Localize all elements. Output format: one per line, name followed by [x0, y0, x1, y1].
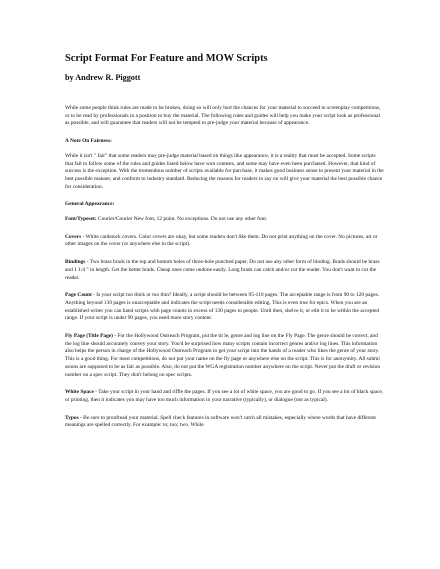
section-page-count: [65, 292, 384, 323]
section-lead: White Space: [65, 389, 94, 396]
section-bindings: [65, 259, 384, 282]
section-text: - Is your script too thick or too thin? Ideally, a script should be between 95-110 pages. The acceptable range is from 90 to 120 pages. Anything beyond 130 pages is unacceptable and indicates the script needs considerable editing. This is even true for epics. When you are an established writer you can hand scripts with page counts in excess of 130 pages to people. Until then, shelve it, or edit it to be within the accepted range. If your script is under 90 pages, you need more story content.: [65, 292, 380, 322]
section-lead: Page Count: [65, 292, 92, 299]
section-typos: [65, 415, 384, 430]
section-lead: Bindings: [65, 259, 86, 266]
document-title: Script Format For Feature and MOW Scripts: [65, 53, 268, 64]
intro-paragraph: While some people think rules are made to be broken, doing so will only hurt the chances for your material to succeed in screenplay competitions, or to be read by professionals in a position to buy the material. The following rules and guides will help you make your script look as professional as possible, and will guarantee that readers will not be tempted to pre-judge your material because of appearance.: [65, 105, 381, 127]
section-lead: Font/Typeset:: [65, 216, 97, 223]
document-author: by Andrew R. Piggott: [65, 73, 141, 82]
section-text: - For the Hollywood Outreach Program, put the tit le, genre and log line on the Fly Page. The genre should be correct, and the log line should accurately convey your story. You'd be surprised how many scripts contain incorrect genres and/or log lines. This information also helps the person in charge of the Hollywood Outreach Program to get your script into the hands of a reader who likes the genre of your story. This is a good thing. For most competitions, do not put your name on the fly page or anywhere else on the script. This is for anonymity. All submi ssions are supposed to be as fair as possible. Also, do not put the WGA registration number anywhere on the script. Never put the draft or revision number on a spec script. They don't belong on spec scripts.: [65, 333, 381, 378]
fairness-heading: A Note On Fairness:: [65, 138, 112, 145]
section-text: Courier/Courier New font, 12 point. No exceptions. Do not use any other font.: [96, 216, 268, 223]
general-appearance-heading: General Appearance:: [65, 201, 115, 208]
section-font-typeset: [65, 216, 384, 224]
section-fly-page: [65, 333, 384, 379]
section-lead: Fly Page (Title Page): [65, 333, 113, 340]
section-text: - Two brass brads in the top and bottom holes of three-hole punched paper. Do not use any other form of binding. Brads should be brass and 1 1/4 " in length. Get the better brads. Cheap ones come undone easily. Long brads can catch and/or cut the reader. You don't want to cut the reader.: [65, 259, 380, 281]
section-text: - Be sure to proofread your material. Spell check features in software won't catch all mistakes, especially where words that have different meanings are spelled correctly. For example: to; too; two. While: [65, 414, 376, 429]
section-lead: Typos: [65, 414, 79, 421]
section-white-space: [65, 389, 384, 404]
section-text: - White cardstock covers. Color covers are okay, but some readers don't like them. Do not print anything on the cover. No pictures, art or other images on the cover (or anywhere else in the script).: [65, 233, 378, 248]
section-covers: [65, 234, 384, 249]
section-text: - Take your script in your hand and riffle the pages. If you see a lot of white space, you are good to go. If you see a lot of black space, or printing, then it indicates you may have too much information in your narrative (typically), or dialogue (not as typical).: [65, 389, 384, 403]
section-lead: Covers: [65, 233, 82, 240]
fairness-paragraph: While it isn't " fair" that some readers may pre-judge material based on things like appearance, it is a reality that must be accepted. Some scripts that fail to follow some of the rules and guides listed below have won contests, and some may have even been purchased. However, that kind of success is the exception. With the tremendous number of scripts available for purchase, it makes good business sense to present your material in the best possible manner, and conform to industry standard. Reducing the reasons for readers to say no will give your material the best possible chance for consideration.: [65, 152, 384, 190]
